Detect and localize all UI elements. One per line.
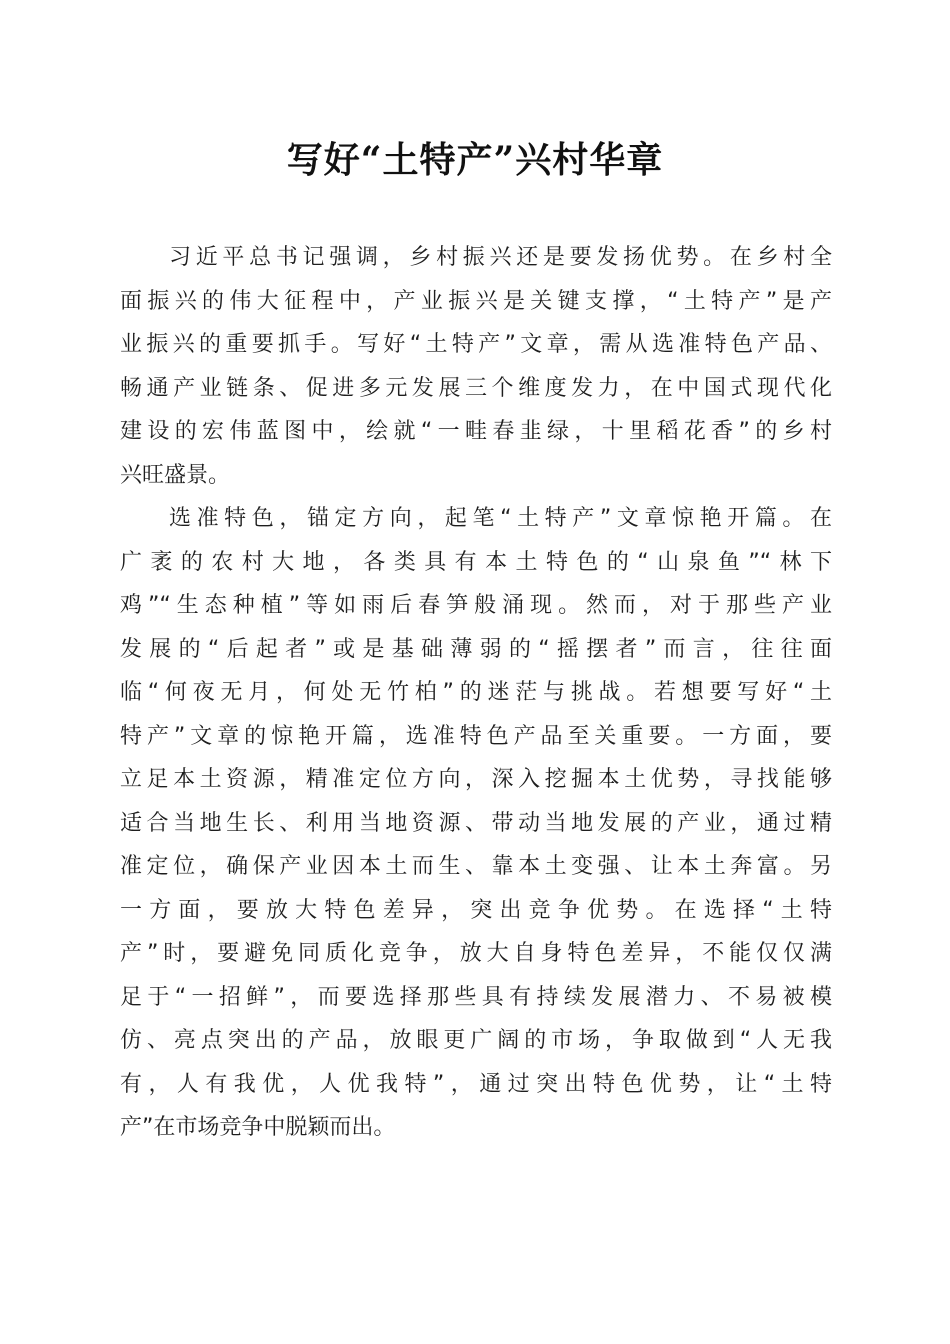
- document-body: [120, 236, 832, 1150]
- paragraph-line: 发展的“后起者”或是基础薄弱的“摇摆者”而言，往往面: [120, 636, 832, 662]
- paragraph-line: 有，人有我优，人优我特”，通过突出特色优势，让“土特: [120, 1071, 832, 1097]
- paragraph-line: 习近平总书记强调，乡村振兴还是要发扬优势。在乡村全: [169, 245, 832, 270]
- paragraph-line: 足于“一招鲜”，而要选择那些具有持续发展潜力、不易被模: [120, 984, 832, 1010]
- paragraph-line: 产”时，要避免同质化竞争，放大自身特色差异，不能仅仅满: [120, 941, 832, 966]
- paragraph-line: 兴旺盛景。: [120, 462, 231, 488]
- paragraph-line: 选准特色，锚定方向，起笔“土特产”文章惊艳开篇。在: [169, 506, 832, 531]
- paragraph-line: 临“何夜无月，何处无竹柏”的迷茫与挑战。若想要写好“土: [120, 680, 832, 705]
- document-title: 写好“土特产”兴村华章: [286, 139, 664, 181]
- paragraph-line: 鸡”“生态种植”等如雨后春笋般涌现。然而，对于那些产业: [120, 593, 832, 618]
- paragraph-line: 建设的宏伟蓝图中，绘就“一畦春韭绿，十里稻花香”的乡村: [120, 419, 832, 444]
- paragraph-line: 广袤的农村大地，各类具有本土特色的“山泉鱼”“林下: [120, 549, 832, 575]
- paragraph-line: 面振兴的伟大征程中，产业振兴是关键支撑，“土特产”是产: [120, 288, 832, 314]
- paragraph-line: 仿、亮点突出的产品，放眼更广阔的市场，争取做到“人无我: [120, 1028, 832, 1053]
- paragraph-line: 立足本土资源，精准定位方向，深入挖掘本土优势，寻找能够: [120, 767, 832, 792]
- paragraph-line: 一方面，要放大特色差异，突出竞争优势。在选择“土特: [120, 897, 832, 923]
- paragraph-line: 业振兴的重要抓手。写好“土特产”文章，需从选准特色产品、: [120, 332, 832, 357]
- paragraph-1: [120, 236, 832, 497]
- paragraph-line: 特产”文章的惊艳开篇，选准特色产品至关重要。一方面，要: [120, 723, 832, 749]
- paragraph-line: 准定位，确保产业因本土而生、靠本土变强、让本土奔富。另: [120, 854, 832, 879]
- paragraph-line: 畅通产业链条、促进多元发展三个维度发力，在中国式现代化: [120, 375, 832, 401]
- paragraph-line: 产”在市场竞争中脱颖而出。: [120, 1115, 396, 1140]
- paragraph-line: 适合当地生长、利用当地资源、带动当地发展的产业，通过精: [120, 810, 832, 836]
- paragraph-2: [120, 497, 832, 1150]
